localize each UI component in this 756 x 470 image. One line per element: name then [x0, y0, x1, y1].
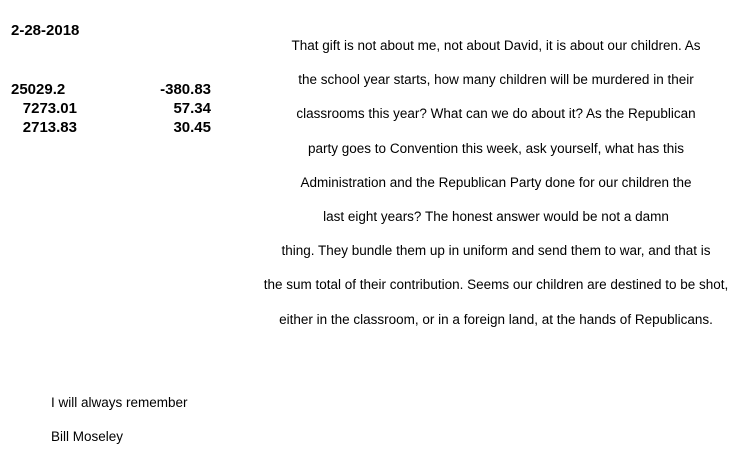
- closing-block: [51, 393, 188, 461]
- letter-line: either in the classroom, or in a foreign land, at the hands of Republicans.: [279, 311, 713, 327]
- letter-line: classrooms this year? What can we do about it? As the Republican: [296, 106, 696, 122]
- date-heading: 2-28-2018: [11, 22, 80, 39]
- figures-row: [11, 118, 211, 137]
- figures-row: [11, 80, 211, 99]
- figures-row: [11, 99, 211, 118]
- figures-table: [11, 80, 211, 137]
- letter-line: That gift is not about me, not about David, it is about our children. As: [291, 38, 701, 53]
- letter-line: party goes to Convention this week, ask yourself, what has this: [308, 140, 684, 156]
- figure-change: 57.34: [173, 100, 211, 117]
- letter-line: thing. They bundle them up in uniform and send them to war, and that is: [281, 243, 711, 259]
- letter-line: Administration and the Republican Party done for our children the: [300, 174, 692, 190]
- figure-change: 30.45: [173, 119, 211, 136]
- figure-value: 7273.01: [22, 100, 77, 117]
- letter-body: [256, 36, 736, 344]
- letter-line: the sum total of their contribution. Seems our children are destined to be shot,: [263, 277, 729, 293]
- signature: Bill Moseley: [51, 429, 124, 444]
- figure-value: 2713.83: [22, 119, 77, 136]
- letter-line: last eight years? The honest answer would be not a damn: [323, 208, 669, 224]
- figure-change: -380.83: [160, 81, 211, 98]
- closing-line: I will always remember: [51, 395, 188, 410]
- letter-line: the school year starts, how many children will be murdered in their: [298, 72, 694, 88]
- figure-value: 25029.2: [11, 81, 66, 98]
